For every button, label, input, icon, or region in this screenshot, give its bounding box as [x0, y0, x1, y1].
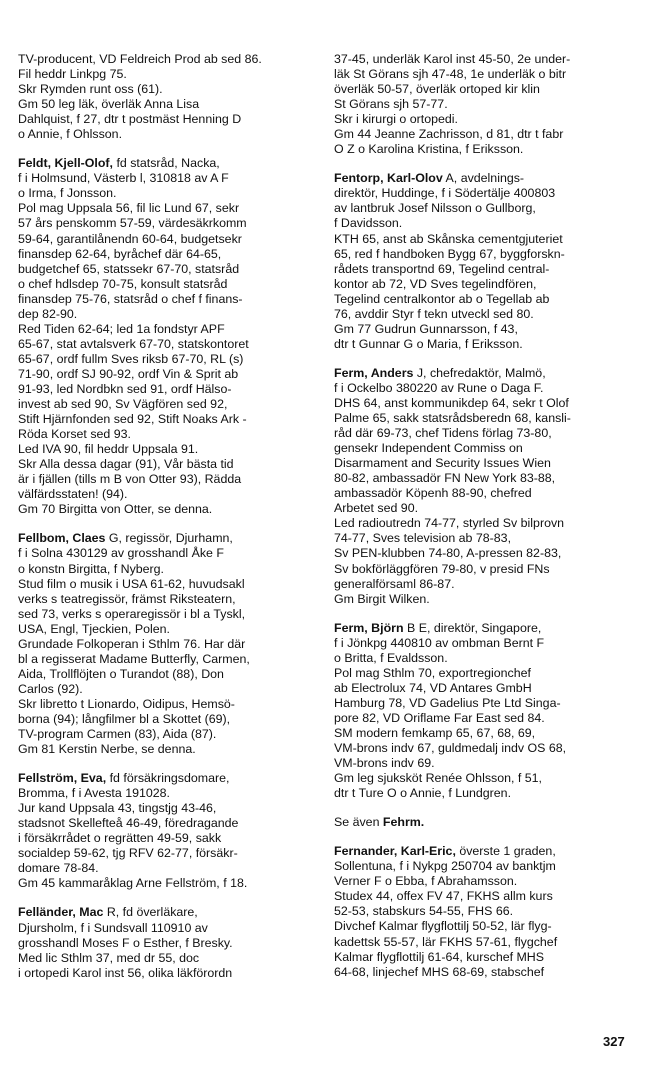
- entry-text: 71-90, ordf SJ 90-92, ordf Vin & Sprit ab: [18, 366, 239, 381]
- entry-text: rådets transportnd 69, Tegelind central-: [334, 261, 550, 276]
- entry-text: Gm Birgit Wilken.: [334, 591, 430, 606]
- entry-line: [18, 292, 318, 307]
- bio-entry: [334, 621, 634, 802]
- entry-line: [18, 846, 318, 861]
- entry-line: [334, 696, 634, 711]
- entry-text: o chef hdlsdep 70-75, konsult statsråd: [18, 276, 228, 291]
- bio-entry: [334, 815, 634, 830]
- entry-text: o Annie, f Ohlsson.: [18, 127, 123, 142]
- entry-line: [18, 816, 318, 831]
- entry-line: [334, 562, 634, 577]
- entry-text: Grundade Folkoperan i Sthlm 76. Har där: [18, 636, 246, 651]
- entry-text: sed 73, verks s operaregissör i bl a Tyskl,: [18, 606, 246, 621]
- entry-name: Fentorp, Karl-Olov: [334, 171, 443, 186]
- entry-text: 65-67, stat avtalsverk 67-70, statskontoret: [18, 336, 249, 351]
- cross-reference-name: Fehrm.: [382, 815, 425, 830]
- entry-text: ambassadör Köpenh 88-90, chefred: [334, 486, 532, 501]
- entry-line: [18, 171, 318, 186]
- entry-text: Pol mag Uppsala 56, fil lic Lund 67, sekr: [18, 201, 240, 216]
- entry-text: 65-67, ordf fullm Sves riksb 67-70, RL (s): [18, 351, 244, 366]
- entry-line: [334, 531, 634, 546]
- entry-text: 65, red f handboken Bygg 67, byggforskn-: [334, 246, 565, 261]
- entry-line: [334, 366, 634, 381]
- entry-line: [334, 935, 634, 950]
- entry-text: Stift Hjärnfonden sed 92, Stift Noaks Ark -: [18, 412, 247, 427]
- entry-text: Gm 50 leg läk, överläk Anna Lisa: [18, 97, 200, 112]
- entry-line: [334, 322, 634, 337]
- entry-text: stadsnot Skellefteå 46-49, föredragande: [18, 816, 239, 831]
- entry-text: A, avdelnings-: [442, 171, 525, 186]
- entry-text: Led radioutredn 74-77, styrled Sv bilprovn: [334, 516, 565, 531]
- entry-line: [334, 441, 634, 456]
- entry-text: Gm 70 Birgitta von Otter, se denna.: [18, 502, 213, 517]
- entry-text: i ortopedi Karol inst 56, olika läkförordn: [18, 965, 233, 980]
- bio-entry: [334, 52, 634, 157]
- entry-text: f i Jönkpg 440810 av ombman Bernt F: [334, 635, 545, 650]
- entry-text: Tegelind centralkontor ab o Tegellab ab: [334, 291, 550, 306]
- entry-text: O Z o Karolina Kristina, f Eriksson.: [334, 142, 524, 157]
- entry-text: är i fjällen (tills m B von Otter 93), Rädda: [18, 472, 242, 487]
- entry-text: St Görans sjh 57-77.: [334, 97, 448, 112]
- entry-text: Skr i kirurgi o ortopedi.: [334, 112, 458, 127]
- entry-line: [334, 889, 634, 904]
- entry-text: fd försäkringsdomare,: [106, 771, 230, 786]
- entry-text: B E, direktör, Singapore,: [403, 620, 542, 635]
- entry-text: f i Holmsund, Västerb l, 310818 av A F: [18, 171, 229, 186]
- entry-line: [334, 844, 634, 859]
- entry-name: Feldt, Kjell-Olof,: [18, 156, 113, 171]
- entry-line: [18, 531, 318, 546]
- bio-entry: [18, 52, 318, 142]
- entry-text: 64-68, linjechef MHS 68-69, stabschef: [334, 964, 545, 979]
- entry-line: [18, 861, 318, 876]
- entry-line: [18, 487, 318, 502]
- entry-text: gensekr Independent Commiss on: [334, 441, 523, 456]
- bio-entry: [334, 366, 634, 607]
- entry-text: i försäkrrådet o regrätten 49-59, sakk: [18, 831, 222, 846]
- entry-text: VM-brons indv 67, guldmedalj indv OS 68,: [334, 741, 567, 756]
- entry-line: [18, 442, 318, 457]
- entry-text: Stud film o musik i USA 61-62, huvudsakl: [18, 576, 245, 591]
- entry-line: [334, 815, 634, 830]
- entry-text: Sv bokförläggfören 79-80, v presid FNs: [334, 561, 550, 576]
- entry-text: Aida, Trollflöjten o Turandot (88), Don: [18, 666, 224, 681]
- entry-text: 37-45, underläk Karol inst 45-50, 2e under-: [334, 52, 571, 66]
- entry-text: överläk 50-57, överläk ortoped kir klin: [334, 82, 540, 97]
- entry-line: [334, 232, 634, 247]
- entry-line: [18, 247, 318, 262]
- entry-text: dtr t Gunnar G o Maria, f Eriksson.: [334, 336, 523, 351]
- entry-line: [18, 652, 318, 667]
- entry-text: 76, avddir Styr f tekn utveckl sed 80.: [334, 306, 534, 321]
- entry-line: [334, 381, 634, 396]
- entry-line: [334, 456, 634, 471]
- entry-line: [18, 186, 318, 201]
- entry-text: Kalmar flygflottilj 61-64, kurschef MHS: [334, 949, 545, 964]
- entry-line: [18, 905, 318, 920]
- entry-line: [18, 546, 318, 561]
- entry-line: [334, 411, 634, 426]
- entry-line: [18, 52, 318, 67]
- entry-line: [334, 186, 634, 201]
- entry-line: [18, 577, 318, 592]
- entry-name: Felländer, Mac: [18, 905, 104, 920]
- entry-line: [18, 352, 318, 367]
- entry-text: Med lic Sthlm 37, med dr 55, doc: [18, 950, 200, 965]
- entry-line: [18, 82, 318, 97]
- entry-line: [334, 262, 634, 277]
- entry-line: [18, 262, 318, 277]
- entry-text: SM modern femkamp 65, 67, 68, 69,: [334, 725, 536, 740]
- entry-line: [334, 874, 634, 889]
- entry-line: [334, 950, 634, 965]
- entry-text: socialdep 59-62, tjg RFV 62-77, försäkr-: [18, 846, 238, 861]
- entry-line: [18, 786, 318, 801]
- entry-text: Fil heddr Linkpg 75.: [18, 67, 127, 82]
- entry-text: Skr Alla dessa dagar (91), Vår bästa tid: [18, 457, 234, 472]
- entry-line: [18, 277, 318, 292]
- entry-text: Divchef Kalmar flygflottilj 50-52, lär flyg-: [334, 919, 552, 934]
- entry-line: [334, 67, 634, 82]
- entry-line: [334, 786, 634, 801]
- entry-line: [334, 592, 634, 607]
- entry-name: Ferm, Anders: [334, 365, 414, 380]
- entry-line: [18, 876, 318, 891]
- bio-entry: [334, 171, 634, 352]
- entry-line: [18, 232, 318, 247]
- entry-line: [18, 307, 318, 322]
- entry-line: [18, 562, 318, 577]
- entry-text: Skr libretto t Lionardo, Oidipus, Hemsö-: [18, 696, 235, 711]
- entry-text: J, chefredaktör, Malmö,: [413, 365, 546, 380]
- entry-line: [334, 516, 634, 531]
- entry-line: [334, 726, 634, 741]
- entry-text: Djursholm, f i Sundsvall 110910 av: [18, 920, 208, 935]
- entry-text: dep 82-90.: [18, 306, 78, 321]
- entry-text: Gm leg sjuksköt Renée Ohlsson, f 51,: [334, 771, 542, 786]
- entry-line: [18, 801, 318, 816]
- entry-line: [18, 682, 318, 697]
- entry-line: [18, 427, 318, 442]
- entry-text: USA, Engl, Tjeckien, Polen.: [18, 621, 170, 636]
- entry-text: Carlos (92).: [18, 681, 83, 696]
- entry-line: [334, 636, 634, 651]
- entry-line: [18, 216, 318, 231]
- entry-line: [18, 67, 318, 82]
- entry-line: [334, 471, 634, 486]
- entry-text: välfärdsstaten! (94).: [18, 487, 128, 502]
- entry-text: generalförsaml 86-87.: [334, 576, 455, 591]
- bio-entry: [18, 531, 318, 757]
- entry-line: [18, 472, 318, 487]
- entry-line: [334, 859, 634, 874]
- entry-text: o konstn Birgitta, f Nyberg.: [18, 561, 165, 576]
- entry-text: läk St Görans sjh 47-48, 1e underläk o bitr: [334, 67, 567, 82]
- entry-line: [18, 457, 318, 472]
- entry-text: fd statsråd, Nacka,: [113, 156, 220, 171]
- right-column: [334, 52, 634, 994]
- entry-text: direktör, Huddinge, f i Södertälje 400803: [334, 186, 556, 201]
- entry-line: [18, 607, 318, 622]
- entry-text: av lantbruk Josef Nilsson o Gullborg,: [334, 201, 536, 216]
- entry-name: Fernander, Karl-Eric,: [334, 844, 456, 859]
- bio-entry: [18, 771, 318, 891]
- entry-text: G, regissör, Djurhamn,: [105, 531, 233, 546]
- entry-line: [18, 382, 318, 397]
- entry-line: [18, 637, 318, 652]
- entry-text: DHS 64, anst kommunikdep 64, sekr t Olof: [334, 395, 569, 410]
- page-number: 327: [603, 1034, 625, 1049]
- entry-text: o Irma, f Jonsson.: [18, 186, 117, 201]
- entry-name: Fellbom, Claes: [18, 531, 106, 546]
- entry-line: [334, 201, 634, 216]
- entry-line: [18, 201, 318, 216]
- entry-text: o Britta, f Evaldsson.: [334, 650, 448, 665]
- entry-line: [334, 82, 634, 97]
- entry-text: borna (94); långfilmer bl a Skottet (69),: [18, 711, 231, 726]
- entry-text: Gm 81 Kerstin Nerbe, se denna.: [18, 742, 196, 757]
- entry-line: [334, 666, 634, 681]
- entry-line: [18, 966, 318, 981]
- entry-line: [334, 337, 634, 352]
- entry-line: [334, 112, 634, 127]
- entry-text: kadettsk 55-57, lär FKHS 57-61, flygchef: [334, 934, 558, 949]
- entry-line: [334, 681, 634, 696]
- entry-line: [334, 486, 634, 501]
- entry-text: Se även: [334, 815, 383, 830]
- entry-text: finansdep 75-76, statsråd o chef f finans-: [18, 291, 243, 306]
- entry-line: [334, 52, 634, 67]
- entry-text: Skr Rymden runt oss (61).: [18, 82, 163, 97]
- entry-line: [18, 322, 318, 337]
- entry-text: Disarmament and Security Issues Wien: [334, 456, 551, 471]
- left-column: [18, 52, 318, 995]
- entry-text: Studex 44, offex FV 47, FKHS allm kurs: [334, 889, 553, 904]
- entry-line: [334, 127, 634, 142]
- bio-entry: [18, 156, 318, 517]
- entry-text: Palme 65, sakk statsrådsberedn 68, kansli-: [334, 411, 571, 426]
- entry-line: [18, 936, 318, 951]
- entry-line: [18, 921, 318, 936]
- entry-text: grosshandl Moses F o Esther, f Bresky.: [18, 935, 233, 950]
- entry-text: 59-64, garantilånendn 60-64, budgetsekr: [18, 231, 242, 246]
- entry-text: Bromma, f i Avesta 191028.: [18, 786, 170, 801]
- entry-text: 74-77, Sves television ab 78-83,: [334, 531, 512, 546]
- entry-text: ab Electrolux 74, VD Antares GmbH: [334, 680, 532, 695]
- entry-line: [18, 127, 318, 142]
- entry-line: [334, 621, 634, 636]
- entry-text: 91-93, led Nordbkn sed 91, ordf Hälso-: [18, 381, 232, 396]
- entry-text: R, fd överläkare,: [103, 905, 198, 920]
- entry-text: Sv PEN-klubben 74-80, A-pressen 82-83,: [334, 546, 562, 561]
- entry-line: [334, 771, 634, 786]
- entry-text: Led IVA 90, fil heddr Uppsala 91.: [18, 442, 199, 457]
- entry-text: Hamburg 78, VD Gadelius Pte Ltd Singa-: [334, 695, 561, 710]
- entry-text: Verner F o Ebba, f Abrahamsson.: [334, 874, 518, 889]
- entry-line: [334, 711, 634, 726]
- entry-line: [18, 951, 318, 966]
- entry-text: TV-producent, VD Feldreich Prod ab sed 86.: [18, 52, 262, 66]
- entry-line: [334, 651, 634, 666]
- entry-text: domare 78-84.: [18, 861, 99, 876]
- entry-line: [334, 919, 634, 934]
- entry-text: finansdep 62-64, byråchef där 64-65,: [18, 246, 222, 261]
- entry-line: [334, 741, 634, 756]
- entry-line: [334, 307, 634, 322]
- entry-text: kontor ab 72, VD Sves tegelindfören,: [334, 276, 537, 291]
- entry-text: budgetchef 65, statssekr 67-70, statsråd: [18, 261, 240, 276]
- entry-line: [18, 156, 318, 171]
- entry-name: Ferm, Björn: [334, 620, 404, 635]
- entry-line: [18, 112, 318, 127]
- entry-line: [18, 622, 318, 637]
- entry-name: Fellström, Eva,: [18, 771, 107, 786]
- entry-text: TV-program Carmen (83), Aida (87).: [18, 727, 217, 742]
- entry-line: [18, 742, 318, 757]
- entry-line: [18, 727, 318, 742]
- entry-text: Gm 45 kammaråklag Arne Fellström, f 18.: [18, 876, 248, 891]
- entry-text: pore 82, VD Oriflame Far East sed 84.: [334, 710, 545, 725]
- entry-line: [334, 142, 634, 157]
- entry-text: KTH 65, anst ab Skånska cementgjuteriet: [334, 231, 563, 246]
- entry-text: f Davidsson.: [334, 216, 403, 231]
- entry-text: VM-brons indv 69.: [334, 756, 435, 771]
- entry-line: [18, 397, 318, 412]
- entry-text: Red Tiden 62-64; led 1a fondstyr APF: [18, 321, 225, 336]
- entry-line: [334, 501, 634, 516]
- entry-text: 57 års penskomm 57-59, värdesäkrkomm: [18, 216, 247, 231]
- entry-line: [18, 337, 318, 352]
- entry-line: [334, 965, 634, 980]
- entry-text: råd där 69-73, chef Tidens förlag 73-80,: [334, 426, 552, 441]
- entry-text: f i Solna 430129 av grosshandl Åke F: [18, 546, 224, 561]
- entry-line: [334, 97, 634, 112]
- entry-line: [18, 592, 318, 607]
- entry-line: [18, 502, 318, 517]
- entry-line: [18, 412, 318, 427]
- entry-text: Sollentuna, f i Nykpg 250704 av banktjm: [334, 859, 556, 874]
- entry-text: Arbetet sed 90.: [334, 501, 419, 516]
- entry-line: [334, 756, 634, 771]
- entry-text: Gm 77 Gudrun Gunnarsson, f 43,: [334, 321, 518, 336]
- entry-text: överste 1 graden,: [455, 844, 556, 859]
- entry-text: verks s teatregissör, främst Riksteatern,: [18, 591, 236, 606]
- entry-text: 80-82, ambassadör FN New York 83-88,: [334, 471, 556, 486]
- entry-line: [18, 97, 318, 112]
- entry-line: [18, 697, 318, 712]
- entry-line: [334, 396, 634, 411]
- entry-text: 52-53, stabskurs 54-55, FHS 66.: [334, 904, 514, 919]
- bio-entry: [18, 905, 318, 980]
- entry-line: [18, 367, 318, 382]
- entry-line: [18, 831, 318, 846]
- entry-line: [334, 426, 634, 441]
- entry-line: [334, 247, 634, 262]
- entry-line: [334, 292, 634, 307]
- entry-line: [18, 771, 318, 786]
- entry-text: Pol mag Sthlm 70, exportregionchef: [334, 665, 531, 680]
- entry-text: Röda Korset sed 93.: [18, 427, 131, 442]
- entry-line: [334, 904, 634, 919]
- entry-line: [334, 577, 634, 592]
- entry-line: [334, 216, 634, 231]
- entry-text: Gm 44 Jeanne Zachrisson, d 81, dtr t fabr: [334, 127, 564, 142]
- entry-text: Jur kand Uppsala 43, tingstjg 43-46,: [18, 801, 217, 816]
- entry-text: invest ab sed 90, Sv Vägfören sed 92,: [18, 397, 228, 412]
- entry-line: [18, 667, 318, 682]
- entry-line: [334, 277, 634, 292]
- entry-text: bl a regisserat Madame Butterfly, Carmen,: [18, 651, 250, 666]
- entry-text: dtr t Ture O o Annie, f Lundgren.: [334, 786, 512, 801]
- entry-line: [334, 546, 634, 561]
- entry-line: [334, 171, 634, 186]
- entry-text: f i Ockelbo 380220 av Rune o Daga F.: [334, 380, 544, 395]
- entry-text: Dahlquist, f 27, dtr t postmäst Henning D: [18, 112, 242, 127]
- entry-line: [18, 712, 318, 727]
- bio-entry: [334, 844, 634, 979]
